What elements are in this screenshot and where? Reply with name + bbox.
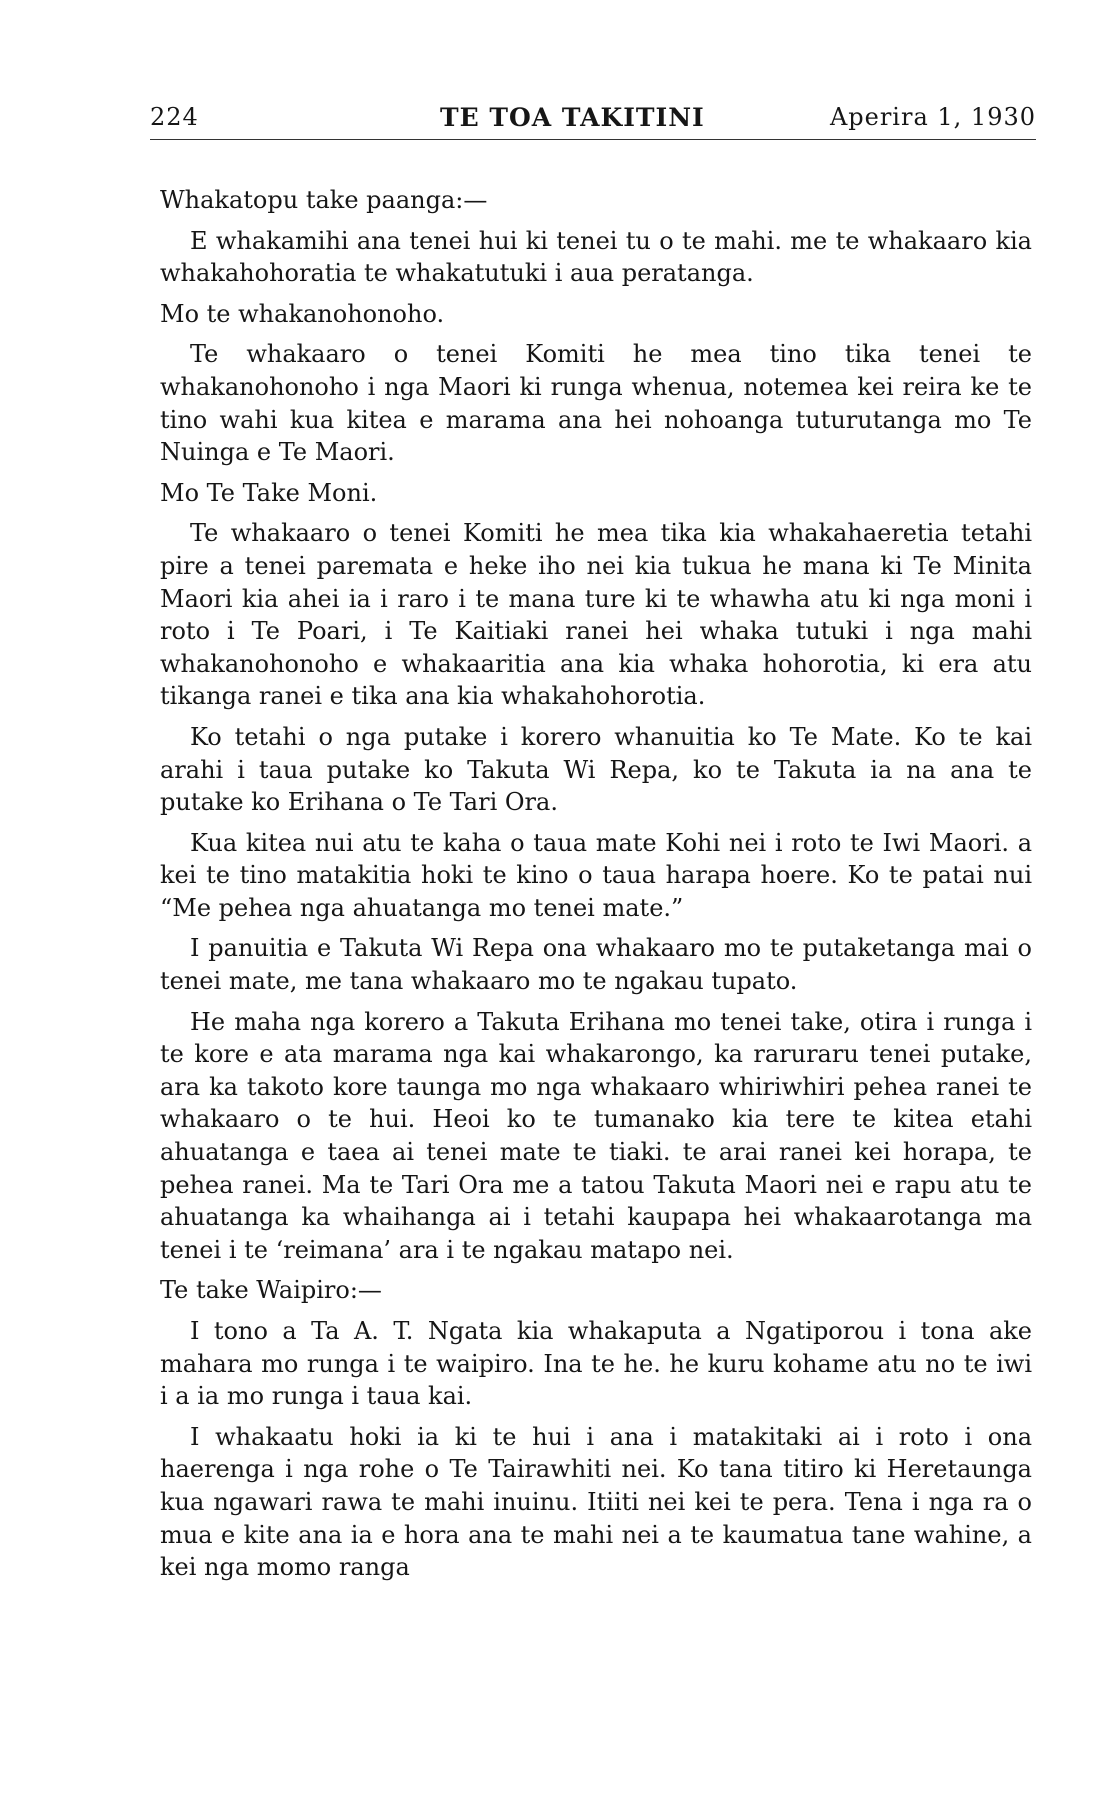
paragraph: Te whakaaro o tenei Komiti he mea tika kia whakahaeretia tetahi pire a tenei paremata e heke iho nei kia tukua he mana ki Te Minita Maori kia ahei ia i raro i te mana ture ki te whawha atu ki nga moni i roto i Te Poari, i Te Kaitiaki ranei hei whaka tutuki i nga mahi whakanohonoho e whakaaritia ana kia whaka hohorotia, ki era atu tikanga ranei e tika ana kia whakahohorotia. (160, 519, 1032, 711)
paragraph: I whakaatu hoki ia ki te hui i ana i matakitaki ai i roto i ona haerenga i nga rohe o Te Tairawhiti nei. Ko tana titiro ki Heretaunga kua ngawari rawa te mahi inuinu. Itiiti nei kei te pera. Tena i nga ra o mua e kite ana ia e hora ana te mahi nei a te kaumatua tane wahine, a kei nga momo ranga (160, 1422, 1032, 1582)
section-heading: Te take Waipiro:— (160, 1276, 382, 1305)
section-heading: Mo Te Take Moni. (160, 478, 378, 507)
paragraph: He maha nga korero a Takuta Erihana mo tenei take, otira i runga i te kore e ata marama nga kai whakarongo, ka raruraru tenei putake, ara ka takoto kore taunga mo nga whakaaro whiriwhiri pehea ranei te whakaaro o te hui. Heoi ko te tumanako kia tere te kitea etahi ahuatanga e taea ai tenei mate te tiaki. te arai ranei kei horapa, te pehea ranei. Ma te Tari Ora me a tatou Takuta Maori nei e rapu atu te ahuatanga ka whaihanga ai i tetahi kaupapa hei whakaarotanga ma tenei i te ‘reimana’ ara i te ngakau matapo nei. (160, 1007, 1032, 1264)
paragraph: Kua kitea nui atu te kaha o taua mate Kohi nei i roto te Iwi Maori. a kei te tino matakitia hoki te kino o taua harapa hoere. Ko te patai nui “Me pehea nga ahuatanga mo tenei mate.” (160, 828, 1032, 922)
paragraph: I panuitia e Takuta Wi Repa ona whakaaro mo te putaketanga mai o tenei mate, me tana whakaaro mo te ngakau tupato. (160, 934, 1032, 996)
paragraph: Ko tetahi o nga putake i korero whanuitia ko Te Mate. Ko te kai arahi i taua putake ko Takuta Wi Repa, ko te Takuta ia na ana te putake ko Erihana o Te Tari Ora. (160, 722, 1032, 817)
section-heading: Mo te whakanohonoho. (160, 299, 445, 328)
paragraph: I tono a Ta A. T. Ngata kia whakaputa a Ngatiporou i tona ake mahara mo runga i te waipiro. Ina te he. he kuru kohame atu no te iwi i a ia mo runga i taua kai. (160, 1317, 1032, 1411)
article-body (160, 184, 1032, 1592)
paragraph: E whakamihi ana tenei hui ki tenei tu o te mahi. me te whakaaro kia whakahohoratia te whakatutuki i aua peratanga. (160, 226, 1032, 288)
page-number: 224 (150, 103, 199, 131)
issue-date: Aperira 1, 1930 (829, 103, 1036, 131)
paragraph: Te whakaaro o tenei Komiti he mea tino tika tenei te whakanohonoho i nga Maori ki runga whenua, notemea kei reira ke te tino wahi kua kitea e marama ana hei nohoanga tuturutanga mo Te Nuinga e Te Maori. (160, 340, 1032, 467)
section-heading: Whakatopu take paanga:— (160, 186, 488, 214)
publication-title: TE TOA TAKITINI (440, 103, 705, 132)
page-header (150, 103, 1036, 140)
